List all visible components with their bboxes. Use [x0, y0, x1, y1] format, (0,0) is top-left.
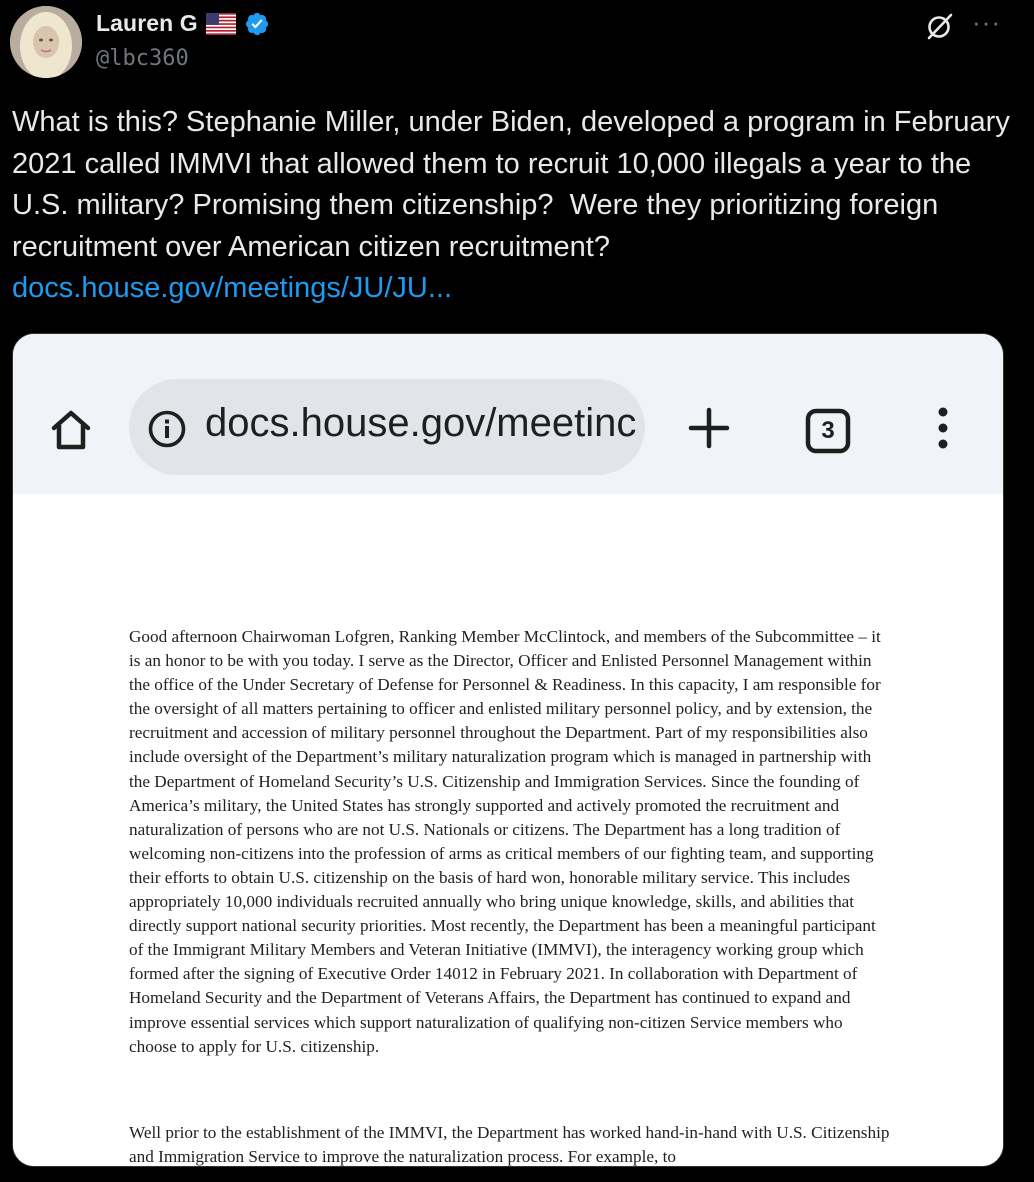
grok-icon[interactable]: [924, 10, 956, 42]
author-name-row: [96, 10, 270, 37]
author-handle[interactable]: @lbc360: [96, 46, 189, 71]
document-paragraph-2: Well prior to the establishment of the IMMVI, the Department has worked hand-in-hand with U.S. Citizenship and Immigration Service to improve the naturalization process. For example, to: [129, 1123, 890, 1167]
us-flag-icon: [206, 13, 236, 35]
home-icon: [47, 406, 95, 454]
tweet-media-image[interactable]: [12, 333, 1004, 1167]
info-icon: [147, 409, 187, 449]
tweet-body: [12, 102, 1018, 310]
author-display-name[interactable]: Lauren G: [96, 10, 198, 36]
tweet-link[interactable]: docs.house.gov/meetings/JU/JU...: [12, 272, 453, 304]
plus-icon: [687, 406, 731, 450]
url-bar: [129, 379, 645, 475]
more-icon[interactable]: ···: [972, 7, 1001, 37]
tweet-header: [0, 0, 1034, 90]
tabs-icon: [805, 408, 851, 454]
tab-count: 3: [821, 417, 835, 444]
verified-badge-icon[interactable]: [244, 11, 270, 37]
browser-toolbar: [13, 334, 1003, 496]
tweet-text: What is this? Stephanie Miller, under Biden, developed a program in February 2021 called IMMVI that allowed them to recruit 10,000 illegals a year to the U.S. military? Promising them citizenship? Were they prioritizing foreign recruitment over American citizen recruitment?: [12, 106, 1018, 263]
url-text: docs.house.gov/meetinc: [205, 401, 637, 445]
menu-icon: [931, 406, 955, 450]
avatar[interactable]: [10, 6, 82, 78]
document-page: [13, 494, 1003, 1166]
document-paragraph-1: Good afternoon Chairwoman Lofgren, Ranking Member McClintock, and members of the Subcommittee – it is an honor to be with you today. I serve as the Director, Officer and Enlisted Personnel Management within the office of the Under Secretary of Defense for Personnel & Readiness. In this capacity, I am responsible for the oversight of all matters pertaining to officer and enlisted military personnel policy, and by extension, the recruitment and accession of military personnel throughout the Department. Part of my responsibilities also include oversight of the Department’s military naturalization program which is managed in partnership with the Department of Homeland Security’s U.S. Citizenship and Immigration Services. Since the founding of America’s military, the United States has strongly supported and actively promoted the recruitment and naturalization of persons who are not U.S. Nationals or citizens. The Department has a long tradition of welcoming non-citizens into the profession of arms as critical members of our fighting team, and supporting their efforts to obtain U.S. citizenship on the basis of hard won, honorable military service. This includes appropriately 10,000 individuals recruited annually who bring unique knowledge, skills, and abilities that directly support national security priorities. Most recently, the Department has been a meaningful participant of the Immigrant Military Members and Veteran Initiative (IMMVI), the interagency working group which formed after the signing of Executive Order 14012 in February 2021. In collaboration with Department of Homeland Security and the Department of Veterans Affairs, the Department has continued to expand and improve essential services which support naturalization of qualifying non-citizen Service members who choose to apply for U.S. citizenship.: [129, 627, 881, 1056]
